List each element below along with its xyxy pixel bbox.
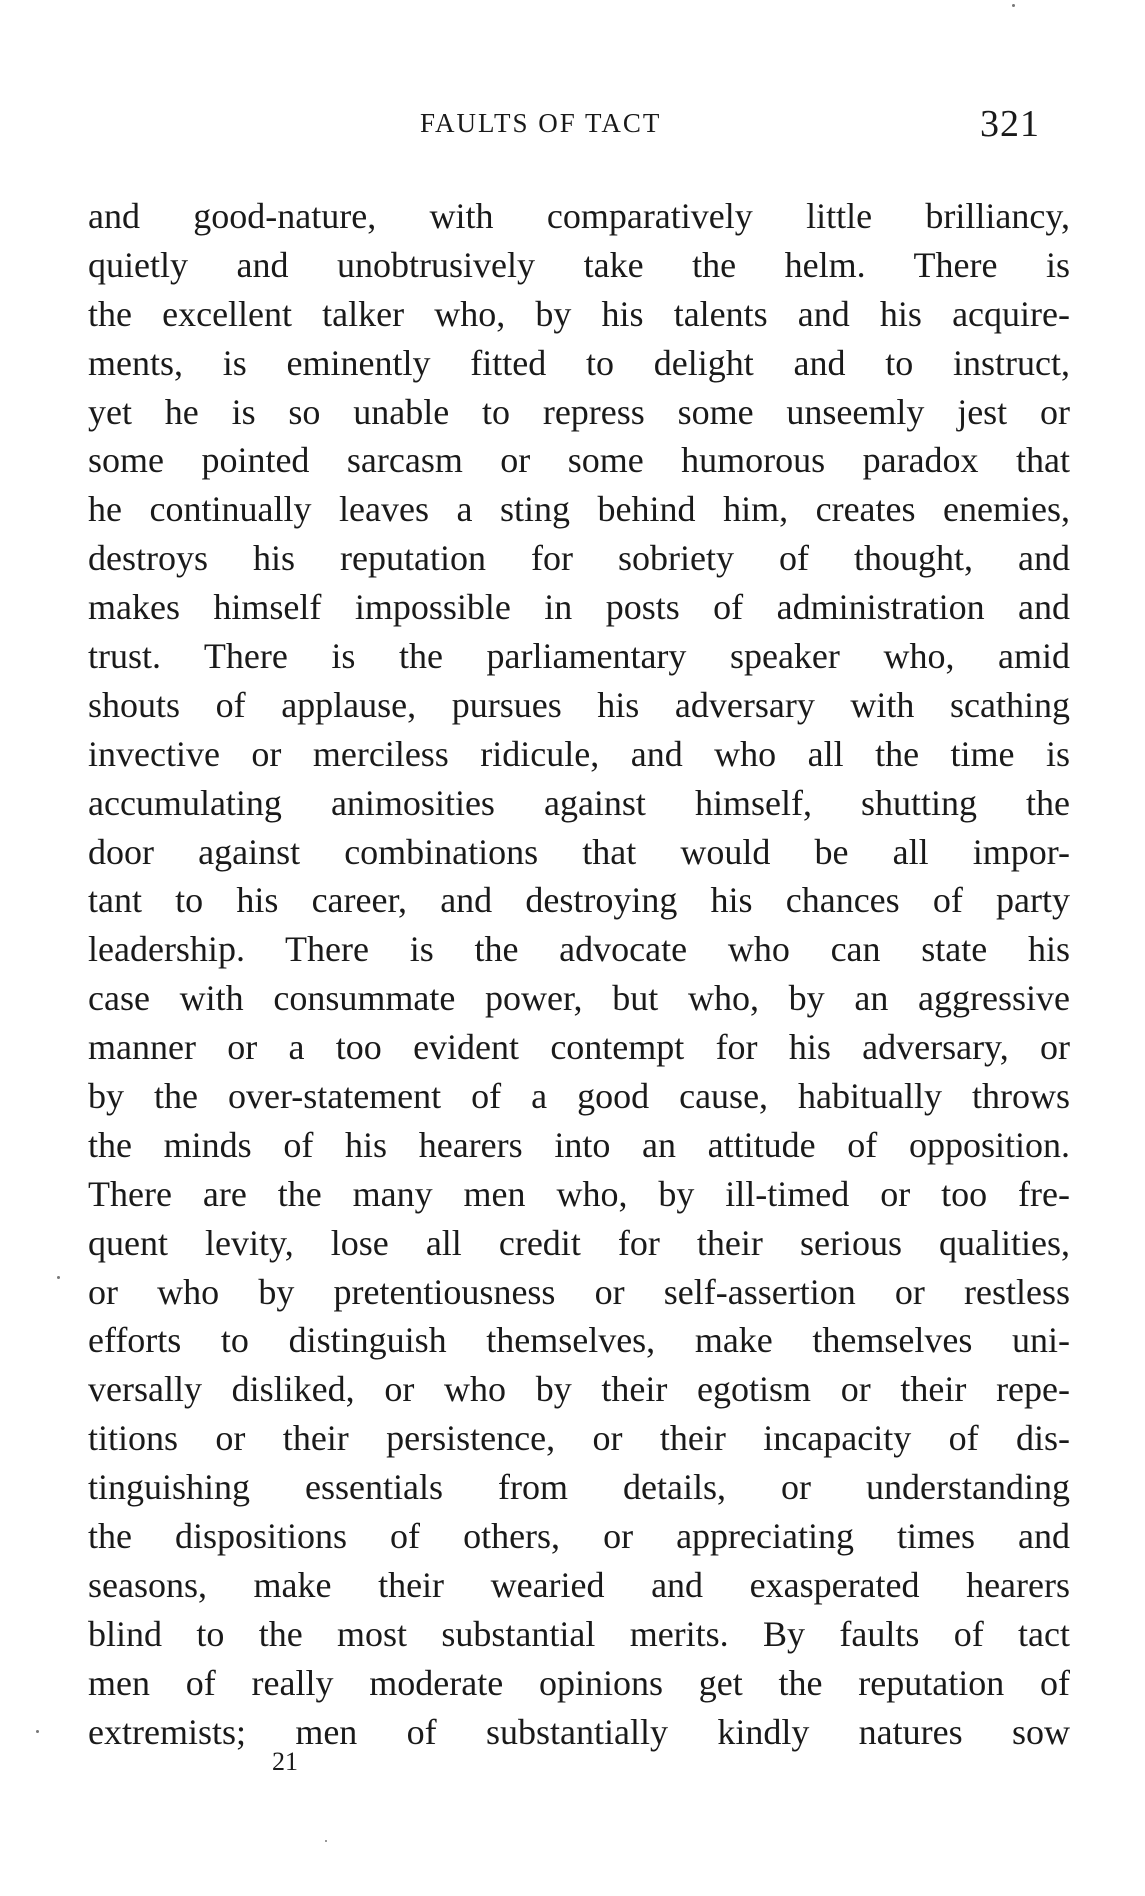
text-line: There are the many men who, by ill-timed or too fre-	[88, 1173, 1070, 1214]
text-line: quent levity, lose all credit for their serious qualities,	[88, 1222, 1070, 1263]
text-line: case with consummate power, but who, by an aggressive	[88, 978, 1070, 1019]
body-text	[88, 192, 1070, 1757]
text-line: leadership. There is the advocate who can state his	[88, 929, 1070, 970]
text-line: the excellent talker who, by his talents and his acquire-	[88, 293, 1070, 334]
text-line: some pointed sarcasm or some humorous paradox that	[88, 440, 1070, 481]
text-line: invective or merciless ridicule, and who all the time is	[88, 733, 1070, 774]
text-line: trust. There is the parliamentary speaker who, amid	[88, 636, 1070, 677]
running-title: FAULTS OF TACT	[420, 108, 662, 138]
text-line: and good-nature, with comparatively little brilliancy,	[88, 196, 1070, 236]
text-line: blind to the most substantial merits. By faults of tact	[88, 1613, 1070, 1654]
paper-speck	[57, 1276, 60, 1279]
text-line: door against combinations that would be all impor-	[88, 831, 1070, 872]
text-line: destroys his reputation for sobriety of thought, and	[88, 538, 1070, 579]
text-line: the dispositions of others, or appreciating times and	[88, 1516, 1070, 1557]
paper-speck	[36, 1730, 39, 1733]
text-line: accumulating animosities against himself, shutting the	[88, 782, 1070, 823]
text-line: makes himself impossible in posts of administration and	[88, 587, 1070, 628]
text-line: shouts of applause, pursues his adversary with scathing	[88, 684, 1070, 725]
text-line: men of really moderate opinions get the reputation of	[88, 1662, 1070, 1703]
text-line: titions or their persistence, or their incapacity of dis-	[88, 1418, 1070, 1459]
text-line: tant to his career, and destroying his chances of party	[88, 880, 1070, 921]
text-line: efforts to distinguish themselves, make themselves uni-	[88, 1320, 1070, 1361]
text-line: by the over-statement of a good cause, habitually throws	[88, 1076, 1070, 1117]
text-line: versally disliked, or who by their egotism or their repe-	[88, 1369, 1070, 1410]
text-line: he continually leaves a sting behind him, creates enemies,	[88, 489, 1070, 530]
text-line: seasons, make their wearied and exasperated hearers	[88, 1564, 1070, 1605]
paper-speck	[325, 1840, 327, 1842]
text-line: manner or a too evident contempt for his adversary, or	[88, 1027, 1070, 1068]
text-line: yet he is so unable to repress some unseemly jest or	[88, 391, 1070, 432]
signature-mark: 21	[272, 1747, 298, 1776]
page-number: 321	[980, 103, 1040, 145]
text-line: ments, is eminently fitted to delight and to instruct,	[88, 342, 1070, 383]
running-head	[0, 103, 1145, 148]
text-line: or who by pretentiousness or self-assertion or restless	[88, 1271, 1070, 1312]
text-line: quietly and unobtrusively take the helm. There is	[88, 244, 1070, 285]
text-line: tinguishing essentials from details, or understanding	[88, 1467, 1070, 1508]
text-line: extremists; men of substantially kindly natures sow	[88, 1711, 1070, 1752]
paper-speck	[1012, 4, 1015, 7]
text-line: the minds of his hearers into an attitude of opposition.	[88, 1124, 1070, 1165]
